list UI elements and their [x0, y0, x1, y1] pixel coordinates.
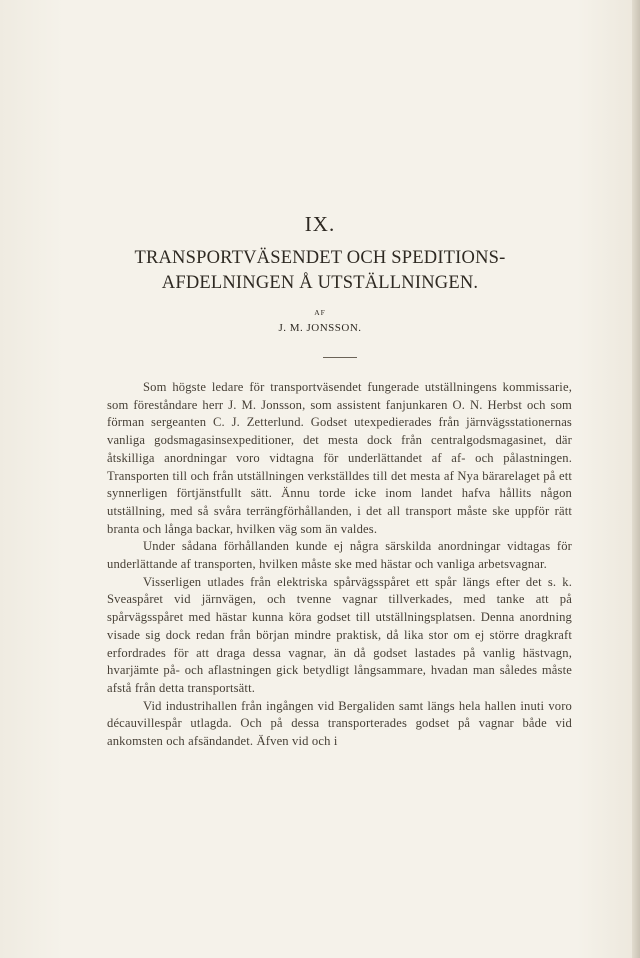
author-name: J. M. JONSSON. — [278, 322, 362, 334]
paragraph: Under sådana förhållanden kunde ej några särskilda anordningar vidtagas för underlättande af transporten, hvilken måste ske med hästar och vanliga arbetsvagnar. — [107, 539, 572, 572]
chapter-title — [0, 246, 640, 296]
byline-af: AF — [314, 308, 326, 317]
paragraph: Som högste ledare för transportväsendet fungerade utställningens kommissarie, som föreståndare herr J. M. Jonsson, som assistent fanjunkaren O. N. Herbst och som förman sergeanten C. J. Zetterlund. Godset utexpedierades från järnvägsstationernas vanliga godsmagasinsexpeditioner, det mesta dock från centralgodsmagasinet, där åtskilliga anordningar voro vidtagna för underlättandet af af- och pålastningen. Transporten till och från utställningen verkställdes till det mesta af Nya bärarelaget på ett synnerligen förtjänstfullt sätt. Ännu torde icke inom landet hafva hållits någon utställning, med så svåra terrängförhållanden, i det all transport måste ske uppför rätt branta och långa backar, hvilken väg som än valdes. — [107, 380, 572, 536]
chapter-number: IX. — [304, 212, 336, 236]
separator-rule — [323, 357, 357, 358]
chapter-title-text: TRANSPORTVÄSENDET OCH SPEDITIONS-AFDELNINGEN Å UTSTÄLLNINGEN. — [134, 248, 506, 293]
paragraph: Visserligen utlades från elektriska spårvägsspåret ett spår längs efter det s. k. Sveaspåret vid järnvägen, och tvenne vagnar tillverkades, med tanke att på spårvägsspåret med hästar kunna köra godset till utställningsplatsen. Denna anordning visade sig dock redan från början mindre praktisk, då lika stor om ej större dragkraft erfordrades för att draga dessa vagnar, än då godset lastades på vanlig hästvagn, hvarjämte på- och aflastningen gick betydligt långsammare, hvadan man således måste afstå från detta transportsätt. — [107, 574, 572, 695]
page-edge — [632, 0, 640, 958]
paragraph: Vid industrihallen från ingången vid Bergaliden samt längs hela hallen inuti voro décauvillespår utlagda. Och på dessa transporterades godset på vagnar både vid ankomsten och afsändandet. Äfven vid och i — [107, 698, 572, 749]
body-text — [107, 379, 572, 751]
